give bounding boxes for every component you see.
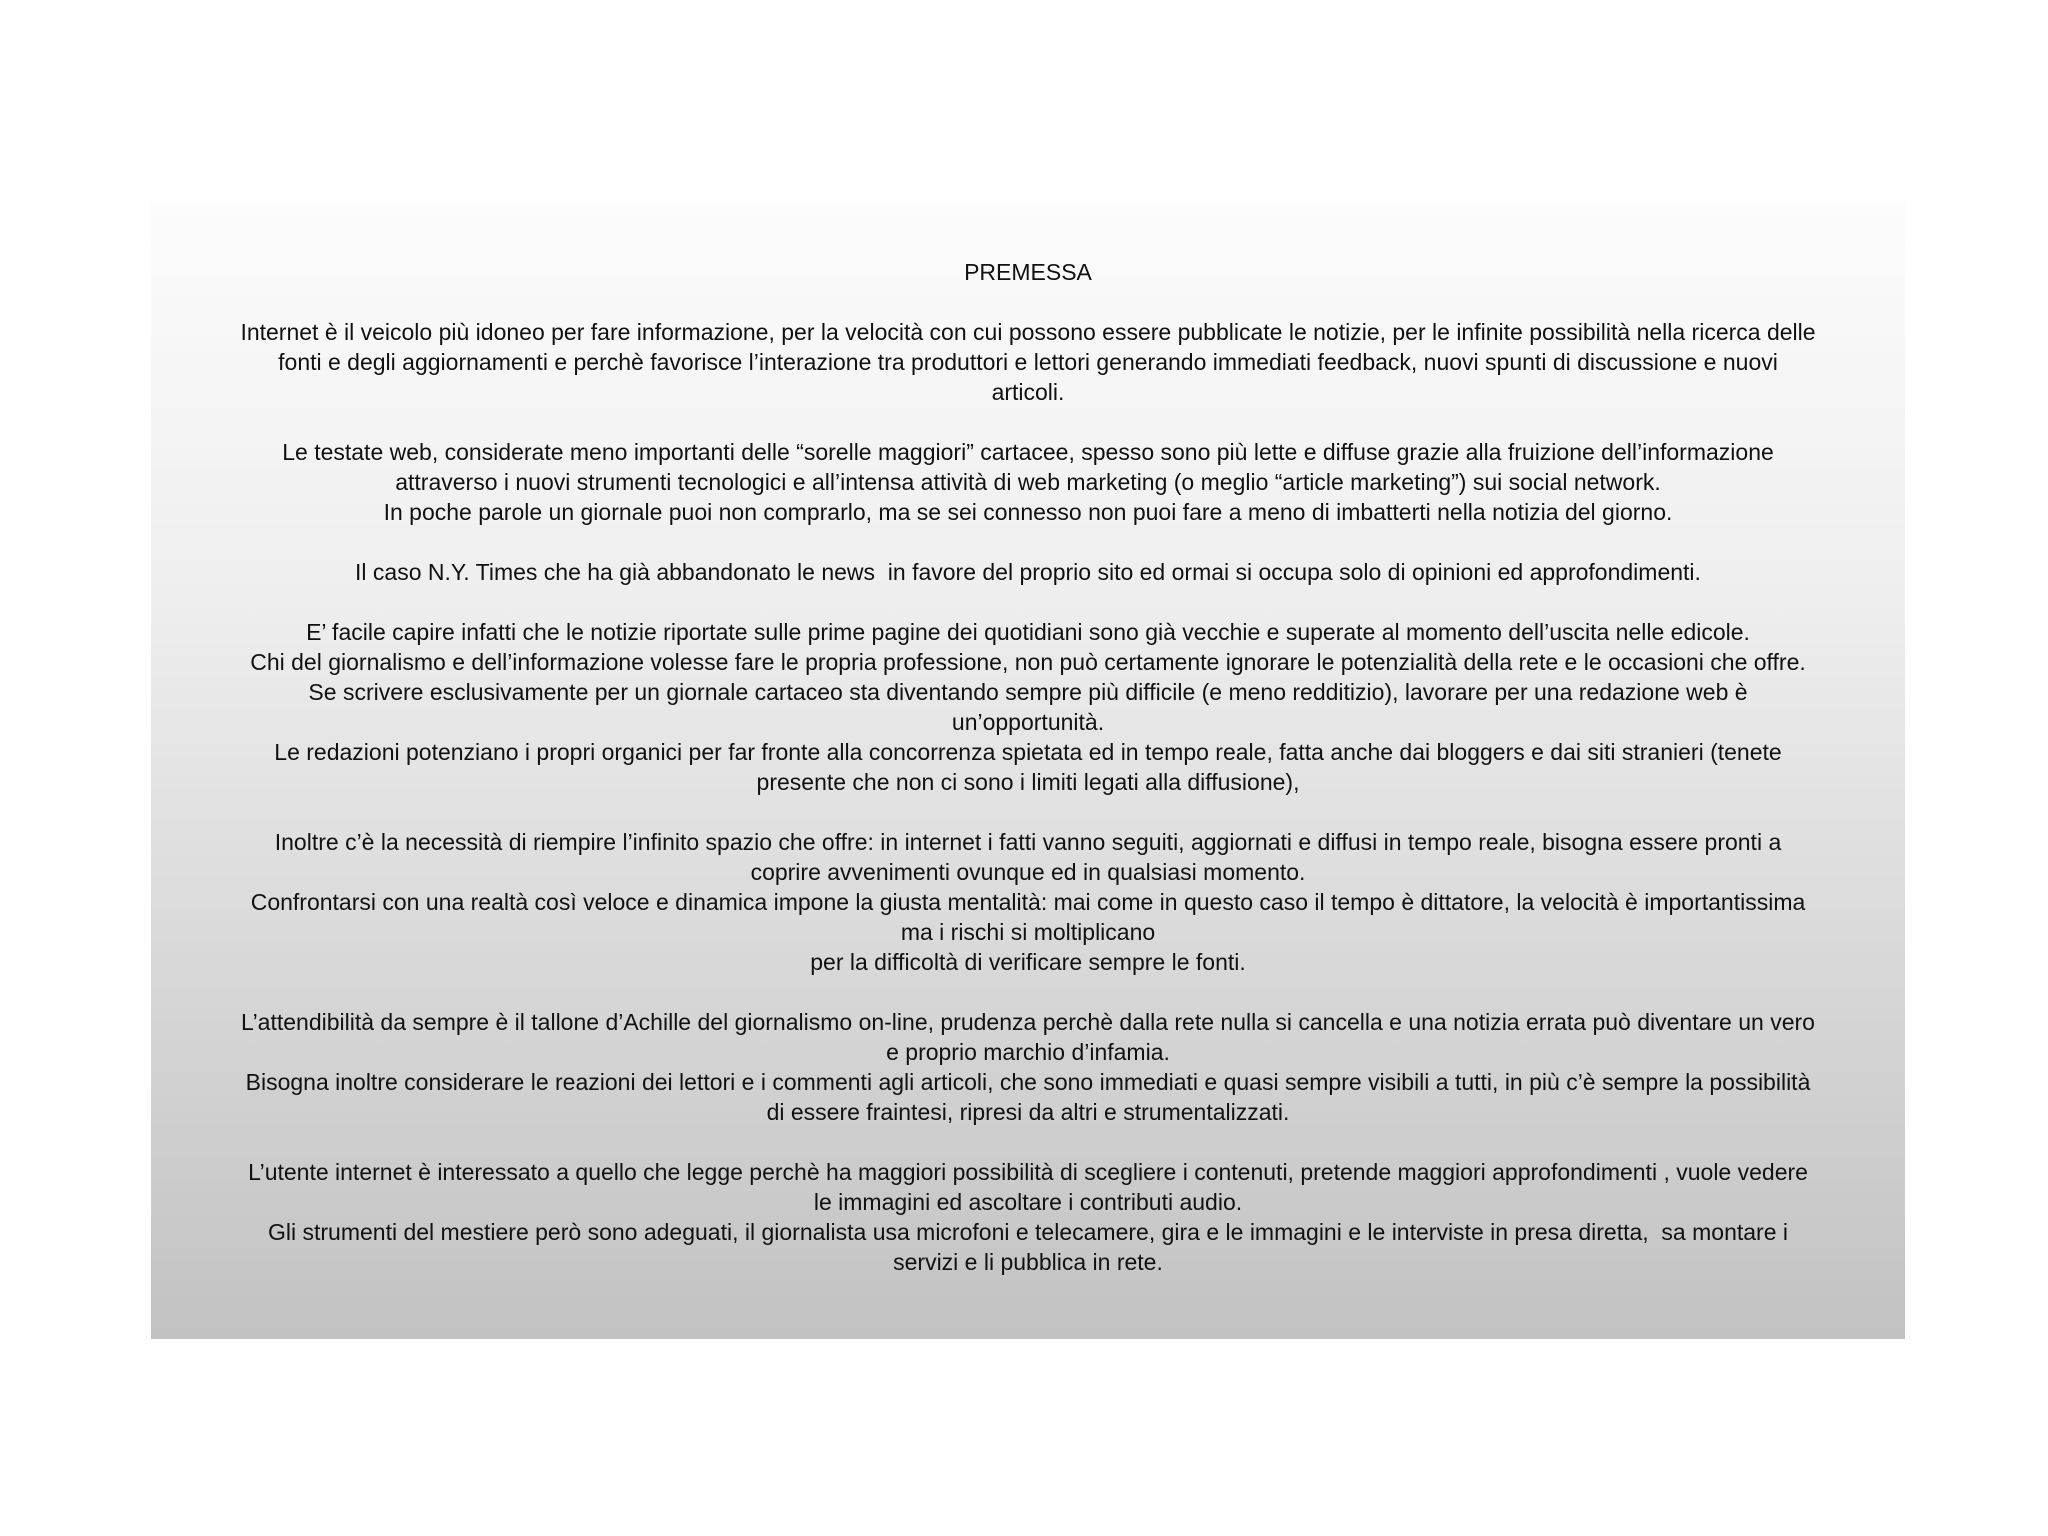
paragraph-spacer	[161, 587, 1895, 617]
paragraph-spacer	[161, 977, 1895, 1007]
paragraph-line: Il caso N.Y. Times che ha già abbandonato le news in favore del proprio sito ed ormai si occupa solo di opinioni ed approfondimenti.	[355, 559, 1701, 585]
paragraph-spacer	[161, 287, 1895, 317]
document-title: PREMESSA	[964, 259, 1092, 285]
paragraph-line: In poche parole un giornale puoi non comprarlo, ma se sei connesso non puoi fare a meno di imbatterti nella notizia del giorno.	[383, 499, 1673, 525]
paragraph-line: Bisogna inoltre considerare le reazioni dei lettori e i commenti agli articoli, che sono immediati e quasi sempre visibili a tutti, in più c’è sempre la possibilità di essere fraintesi, ripresi da altri e strumentalizzati.	[245, 1069, 1811, 1125]
paragraph-line: Le testate web, considerate meno importanti delle “sorelle maggiori” cartacee, spesso sono più lette e diffuse grazie alla fruizione dell’informazione attraverso i nuovi strumenti tecnologici e all’intensa attività di web marketing (o meglio “article marketing”) sui social network.	[282, 439, 1774, 495]
paragraph-line: Chi del giornalismo e dell’informazione volesse fare le propria professione, non può certamente ignorare le potenzialità della rete e le occasioni che offre.	[250, 649, 1806, 675]
paragraph-line: E’ facile capire infatti che le notizie riportate sulle prime pagine dei quotidiani sono già vecchie e superate al momento dell’uscita nelle edicole.	[306, 619, 1750, 645]
paragraph-line: Inoltre c’è la necessità di riempire l’infinito spazio che offre: in internet i fatti vanno seguiti, aggiornati e diffusi in tempo reale, bisogna essere pronti a coprire avvenimenti ovunque ed in qualsiasi momento.	[274, 829, 1782, 885]
paragraph-line: Le redazioni potenziano i propri organici per far fronte alla concorrenza spietata ed in tempo reale, fatta anche dai bloggers e dai siti stranieri (tenete presente che non ci sono i limiti legati alla diffusione),	[274, 739, 1782, 795]
paragraph-line: Gli strumenti del mestiere però sono adeguati, il giornalista usa microfoni e telecamere, gira e le immagini e le interviste in presa diretta, sa montare i servizi e li pubblica in rete.	[268, 1219, 1788, 1275]
paragraph-spacer	[161, 407, 1895, 437]
paragraph-line: L’utente internet è interessato a quello che legge perchè ha maggiori possibilità di scegliere i contenuti, pretende maggiori approfondimenti , vuole vedere le immagini ed ascoltare i contributi audio.	[248, 1159, 1808, 1215]
paragraph-line: per la difficoltà di verificare sempre le fonti.	[810, 949, 1246, 975]
text-panel	[151, 202, 1905, 1339]
paragraph-spacer	[161, 527, 1895, 557]
paragraph-line: Se scrivere esclusivamente per un giornale cartaceo sta diventando sempre più difficile (e meno redditizio), lavorare per una redazione web è un’opportunità.	[308, 679, 1748, 735]
document-body	[161, 257, 1895, 1277]
paragraph-line: Internet è il veicolo più idoneo per fare informazione, per la velocità con cui possono essere pubblicate le notizie, per le infinite possibilità nella ricerca delle fonti e degli aggiornamenti e perchè favorisce l’interazione tra produttori e lettori generando immediati feedback, nuovi spunti di discussione e nuovi articoli.	[240, 319, 1816, 405]
paragraph-line: L’attendibilità da sempre è il tallone d’Achille del giornalismo on-line, prudenza perchè dalla rete nulla si cancella e una notizia errata può diventare un vero e proprio marchio d’infamia.	[241, 1009, 1815, 1065]
paragraph-line: Confrontarsi con una realtà così veloce e dinamica impone la giusta mentalità: mai come in questo caso il tempo è dittatore, la velocità è importantissima ma i rischi si moltiplicano	[250, 889, 1806, 945]
paragraph-spacer	[161, 797, 1895, 827]
paragraph-spacer	[161, 1127, 1895, 1157]
